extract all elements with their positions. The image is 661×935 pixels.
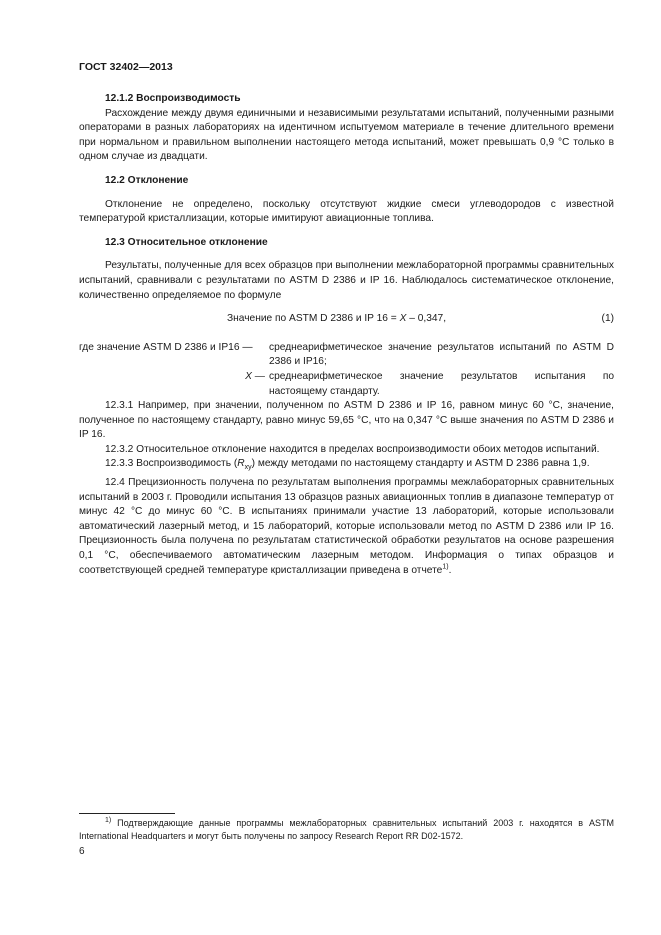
page-number: 6 xyxy=(79,846,85,857)
legend-row xyxy=(79,370,614,399)
formula-number: (1) xyxy=(601,313,614,325)
legend-label: X — xyxy=(245,370,265,382)
footnote: $^{1)}$ Подтверждающие данные программы межлабораторных сравнительных испытаний 2003 г. находятся в ASTM International Headquarters и могут быть получены по запросу Research Report RR D02-1572. xyxy=(79,817,614,841)
section-12-3-1-text: 12.3.1 Например, при значении, полученном по ASTM D 2386 и IP 16, равном минус 60 °С, значение, полученное по настоящему стандарту, равно минус 59,65 °С, что на 0,347 °С выше значения по ASTM D 2386 и IP 16. xyxy=(79,400,614,441)
footnote-reference: 1) xyxy=(442,563,449,571)
footnote-mark: 1) xyxy=(105,817,112,824)
section-12-3-text: Результаты, полученные для всех образцов при выполнении межлабораторной программы сравнительных испытаний, сравнивали с результатами по ASTM D 2386 и IP 16. Наблюдалось систематическое отклонение, количественно определяемое по формуле xyxy=(79,260,614,301)
section-12-1-2-text: Расхождение между двумя единичными и независимыми результатами испытаний, полученными разными операторами в разных лабораториях на идентичном испытуемом материале в течение длительного времени при нормальном и правильном выполнении настоящего метода испытаний, может превышать 0,9 °С только в одном случае из двадцати. xyxy=(79,107,614,163)
legend-row xyxy=(79,341,614,370)
section-12-2-title: 12.2 Отклонение xyxy=(105,174,189,186)
section-12-3-2-text: 12.3.2 Относительное отклонение находится в пределах воспроизводимости обоих методов испытаний. xyxy=(105,443,600,455)
section-12-4-text: 12.4 Прецизионность получена по результатам выполнения программы межлабораторных сравнительных испытаний в 2003 г. Проводили испытания 13 образцов разных авиационных топлив в диапазоне температур от минус 42 °С до минус 60 °С. В испытаниях принимали участие 13 лабораторий, которые использовали автоматический лазерный метод, и 15 лабораторий, которые использовали метод по ASTM D 2386 или IP 16. Прецизионность была получена по результатам статистической обработки результатов на основе разрешения 0,1 °С, обеспечиваемого автоматическим лазерным методом. Информация о типах образцов и соответствующей средней температуре кристаллизации приведена в отчете$^{1)}$. xyxy=(79,477,614,576)
legend-text: среднеарифметическое значение результатов испытания по настоящему стандарту. xyxy=(269,370,614,397)
section-12-2-text: Отклонение не определено, поскольку отсутствуют жидкие смеси углеводородов с известной температурой кристаллизации, которые имитируют авиационные топлива. xyxy=(79,198,614,225)
section-12-3-title: 12.3 Относительное отклонение xyxy=(105,236,268,248)
formula-expression: Значение по ASTM D 2386 и IP 16 = X – 0,347, xyxy=(227,313,447,325)
document-header: ГОСТ 32402—2013 xyxy=(79,61,173,73)
footnote-divider xyxy=(79,813,175,814)
section-12-3-3-text: 12.3.3 Воспроизводимость $(R_{xy})$ между методами по настоящему стандарту и ASTM D 2386 равна 1,9. xyxy=(105,458,590,472)
formula-legend xyxy=(79,341,614,399)
formula-1 xyxy=(79,312,614,327)
section-12-1-2-title: 12.1.2 Воспроизводимость xyxy=(105,93,241,104)
document-body xyxy=(79,92,614,578)
legend-label: где значение ASTM D 2386 и IP16 — xyxy=(79,341,253,353)
legend-text: среднеарифметическое значение результатов испытаний по ASTM D 2386 и IP16; xyxy=(269,341,614,368)
